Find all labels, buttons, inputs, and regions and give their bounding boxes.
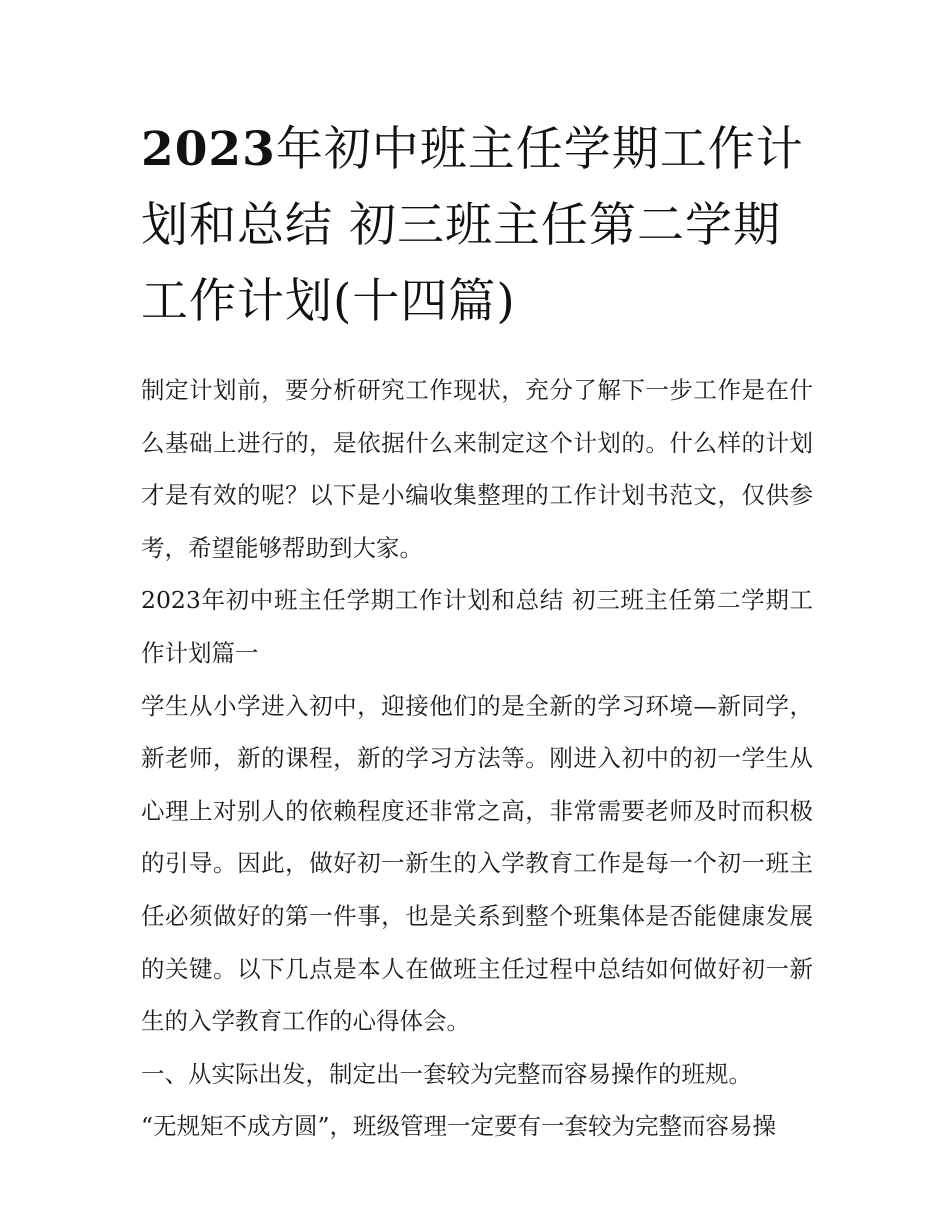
- point-heading: 一、从实际出发，制定出一套较为完整而容易操作的班规。: [141, 1059, 752, 1088]
- body-paragraph: 学生从小学进入初中，迎接他们的是全新的学习环境—新同学，新老师，新的课程，新的学习方法等。刚进入初中的初一学生从心理上对别人的依赖程度还非常之高，非常需要老师及时而积极的引导。因此，做好初一新生的入学教育工作是每一个初一班主任必须做好的第一件事，也是关系到整个班集体是否能健康发展的关键。以下几点是本人在做班主任过程中总结如何做好初一新生的入学教育工作的心得体会。: [141, 691, 813, 1036]
- document-body: [141, 364, 813, 1153]
- title-year: 2023: [141, 122, 276, 177]
- intro-paragraph: 制定计划前，要分析研究工作现状，充分了解下一步工作是在什么基础上进行的，是依据什么来制定这个计划的。什么样的计划才是有效的呢？以下是小编收集整理的工作计划书范文，仅供参考，希望能够帮助到大家。: [141, 376, 813, 562]
- document-title: [141, 112, 813, 340]
- document-content: [141, 112, 813, 1153]
- title-text: 年初中班主任学期工作计划和总结 初三班主任第二学期工作计划(十四篇): [141, 122, 804, 329]
- body-paragraph-continued: “无规矩不成方圆”，班级管理一定要有一套较为完整而容易操: [141, 1112, 777, 1141]
- section-heading: 2023年初中班主任学期工作计划和总结 初三班主任第二学期工作计划篇一: [141, 586, 813, 667]
